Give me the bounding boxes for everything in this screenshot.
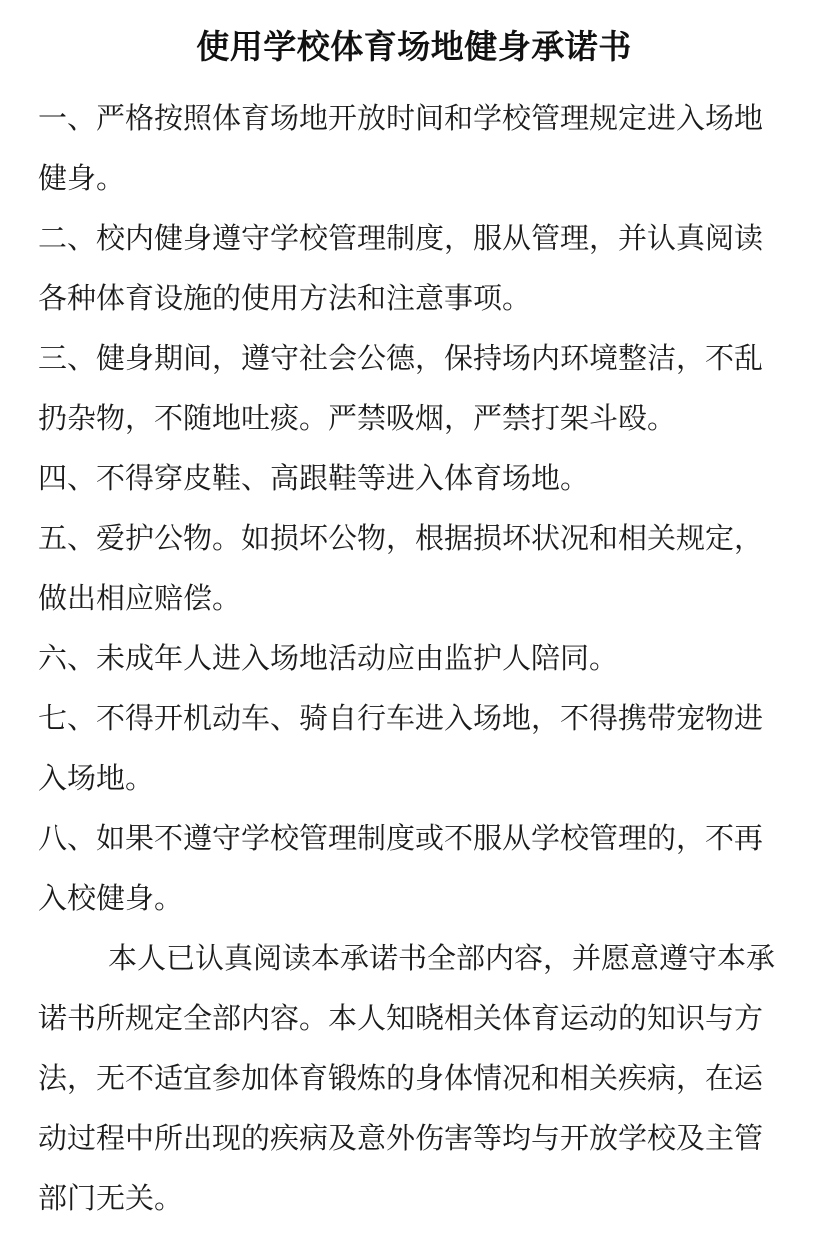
clause-1-line-1: 一、严格按照体育场地开放时间和学校管理规定进入场地 <box>38 101 764 135</box>
declaration-line-5: 部门无关。 <box>38 1181 184 1215</box>
declaration-line-2: 诺书所规定全部内容。本人知晓相关体育运动的知识与方 <box>38 1001 764 1035</box>
clause-6-line-1: 六、未成年人进入场地活动应由监护人陪同。 <box>38 641 619 675</box>
clause-7-line-1: 七、不得开机动车、骑自行车进入场地，不得携带宠物进 <box>38 701 764 735</box>
document-title: 使用学校体育场地健身承诺书 <box>196 27 632 66</box>
clause-2-line-1: 二、校内健身遵守学校管理制度，服从管理，并认真阅读 <box>38 221 764 255</box>
declaration-line-3: 法，无不适宜参加体育锻炼的身体情况和相关疾病，在运 <box>38 1061 764 1095</box>
clause-8-line-1: 八、如果不遵守学校管理制度或不服从学校管理的，不再 <box>38 821 764 855</box>
clause-8-line-2: 入校健身。 <box>38 881 184 915</box>
clause-2-line-2: 各种体育设施的使用方法和注意事项。 <box>38 281 532 315</box>
declaration-line-1: 本人已认真阅读本承诺书全部内容，并愿意遵守本承 <box>108 941 776 975</box>
clause-5-line-2: 做出相应赔偿。 <box>38 581 242 615</box>
clause-4-line-1: 四、不得穿皮鞋、高跟鞋等进入体育场地。 <box>38 461 590 495</box>
clause-3-line-2: 扔杂物，不随地吐痰。严禁吸烟，严禁打架斗殴。 <box>38 401 677 435</box>
clause-3-line-1: 三、健身期间，遵守社会公德，保持场内环境整洁，不乱 <box>38 341 764 375</box>
clause-7-line-2: 入场地。 <box>38 761 155 795</box>
declaration-line-4: 动过程中所出现的疾病及意外伤害等均与开放学校及主管 <box>38 1121 764 1155</box>
clause-5-line-1: 五、爱护公物。如损坏公物，根据损坏状况和相关规定， <box>38 521 764 555</box>
clause-1-line-2: 健身。 <box>38 161 126 195</box>
